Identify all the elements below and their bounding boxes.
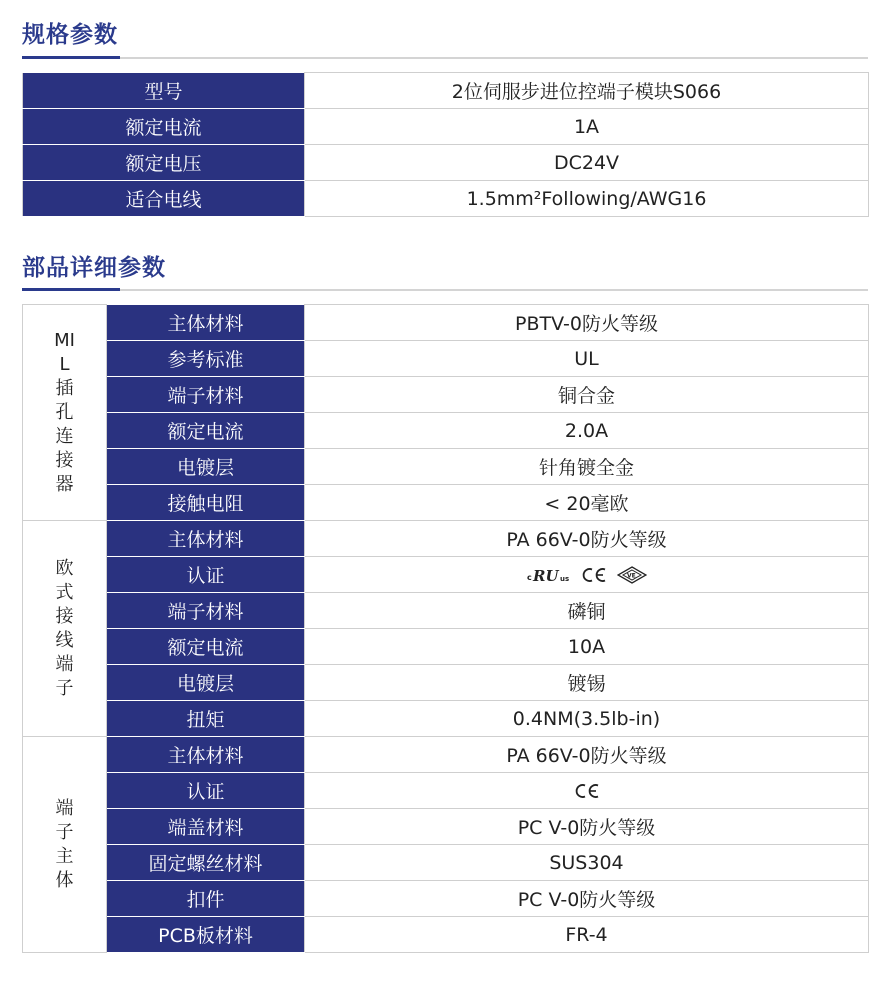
table-row bbox=[23, 305, 869, 341]
part-label: 固定螺丝材料 bbox=[107, 845, 305, 881]
spec-label: 适合电线 bbox=[23, 181, 305, 217]
table-row bbox=[23, 521, 869, 557]
svg-text:c: c bbox=[526, 573, 532, 582]
group-label-mil-connector: MIL插孔连接器 bbox=[23, 305, 107, 521]
section-divider bbox=[22, 57, 868, 59]
part-label: 额定电流 bbox=[107, 413, 305, 449]
table-row bbox=[23, 377, 869, 413]
spec-value: 1.5mm²Following/AWG16 bbox=[305, 181, 869, 217]
part-label: PCB板材料 bbox=[107, 917, 305, 953]
part-value: 镀锡 bbox=[305, 665, 869, 701]
table-row bbox=[23, 917, 869, 953]
part-value: 铜合金 bbox=[305, 377, 869, 413]
part-value: < 20毫欧 bbox=[305, 485, 869, 521]
part-value: 10A bbox=[305, 629, 869, 665]
section-divider bbox=[22, 289, 868, 291]
table-row bbox=[23, 593, 869, 629]
svg-text:VE: VE bbox=[626, 572, 636, 580]
ce-mark-icon bbox=[574, 783, 600, 799]
part-value: PC V-0防火等级 bbox=[305, 809, 869, 845]
table-row bbox=[23, 737, 869, 773]
table-row bbox=[23, 881, 869, 917]
part-value: PBTV-0防火等级 bbox=[305, 305, 869, 341]
table-row bbox=[23, 449, 869, 485]
part-value-certifications bbox=[305, 557, 869, 593]
table-row bbox=[23, 809, 869, 845]
section-title-parts: 部品详细参数 bbox=[22, 255, 166, 281]
part-label: 主体材料 bbox=[107, 521, 305, 557]
part-value: PA 66V-0防火等级 bbox=[305, 521, 869, 557]
part-label: 扭矩 bbox=[107, 701, 305, 737]
part-label: 端子材料 bbox=[107, 593, 305, 629]
table-row bbox=[23, 845, 869, 881]
table-row bbox=[23, 629, 869, 665]
table-row bbox=[23, 665, 869, 701]
table-row bbox=[23, 109, 869, 145]
table-row bbox=[23, 73, 869, 109]
spec-label: 型号 bbox=[23, 73, 305, 109]
ce-mark-icon bbox=[581, 567, 607, 583]
parts-table bbox=[22, 304, 869, 953]
group-label-euro-terminal: 欧式接线端子 bbox=[23, 521, 107, 737]
part-value: SUS304 bbox=[305, 845, 869, 881]
section-title-specs: 规格参数 bbox=[22, 22, 118, 48]
part-value-certifications bbox=[305, 773, 869, 809]
table-row bbox=[23, 701, 869, 737]
part-value: 磷铜 bbox=[305, 593, 869, 629]
part-label: 端盖材料 bbox=[107, 809, 305, 845]
table-row bbox=[23, 557, 869, 593]
part-label: 电镀层 bbox=[107, 665, 305, 701]
spec-value: 2位伺服步进位控端子模块S066 bbox=[305, 73, 869, 109]
part-label: 电镀层 bbox=[107, 449, 305, 485]
part-label: 额定电流 bbox=[107, 629, 305, 665]
vde-mark-icon bbox=[617, 566, 647, 584]
part-value: FR-4 bbox=[305, 917, 869, 953]
spec-label: 额定电压 bbox=[23, 145, 305, 181]
part-value: PC V-0防火等级 bbox=[305, 881, 869, 917]
part-value: UL bbox=[305, 341, 869, 377]
part-value: 2.0A bbox=[305, 413, 869, 449]
spec-value: DC24V bbox=[305, 145, 869, 181]
table-row bbox=[23, 181, 869, 217]
part-label: 扣件 bbox=[107, 881, 305, 917]
table-row bbox=[23, 341, 869, 377]
part-label: 端子材料 bbox=[107, 377, 305, 413]
table-row bbox=[23, 413, 869, 449]
svg-text:RU: RU bbox=[532, 567, 559, 583]
part-label: 主体材料 bbox=[107, 305, 305, 341]
part-value: 针角镀全金 bbox=[305, 449, 869, 485]
part-value: 0.4NM(3.5lb-in) bbox=[305, 701, 869, 737]
table-row bbox=[23, 145, 869, 181]
part-label: 认证 bbox=[107, 557, 305, 593]
group-label-terminal-body: 端子主体 bbox=[23, 737, 107, 953]
table-row bbox=[23, 485, 869, 521]
part-label: 接触电阻 bbox=[107, 485, 305, 521]
part-label: 参考标准 bbox=[107, 341, 305, 377]
svg-text:us: us bbox=[559, 575, 569, 583]
ul-recognized-icon bbox=[527, 567, 571, 583]
table-row bbox=[23, 773, 869, 809]
part-label: 认证 bbox=[107, 773, 305, 809]
part-label: 主体材料 bbox=[107, 737, 305, 773]
spec-label: 额定电流 bbox=[23, 109, 305, 145]
part-value: PA 66V-0防火等级 bbox=[305, 737, 869, 773]
spec-value: 1A bbox=[305, 109, 869, 145]
specs-table bbox=[22, 72, 869, 217]
